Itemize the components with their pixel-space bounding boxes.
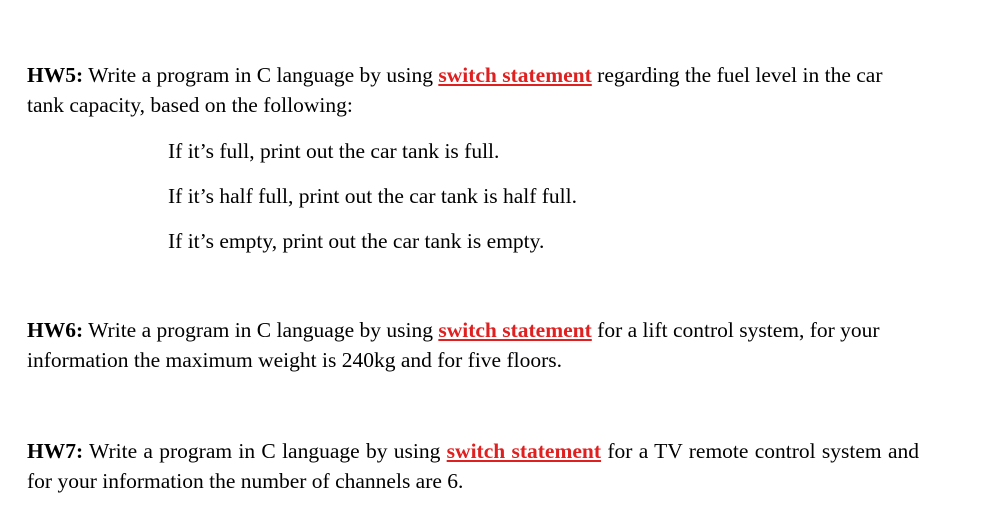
hw6-text-post: for a lift control system, for your information the maximum weight is 240kg and for five floors.: [27, 318, 880, 372]
hw5-label: HW5:: [27, 63, 84, 87]
hw5-text-pre: Write a program in C language by using: [83, 63, 439, 87]
hw7-label: HW7:: [27, 439, 84, 463]
hw7-switch-statement-highlight: switch statement: [446, 439, 602, 463]
hw5-paragraph: [27, 61, 919, 120]
hw6-text-pre: Write a program in C language by using: [83, 318, 439, 342]
hw6-switch-statement-highlight: switch statement: [438, 318, 592, 342]
hw7-text-post: for a TV remote control system and for your information the number of channels are 6.: [27, 439, 919, 493]
hw7-text-pre: Write a program in C language by using: [83, 439, 447, 463]
hw5-condition-full: If it’s full, print out the car tank is full.: [168, 139, 500, 163]
hw7-paragraph: [27, 437, 919, 496]
hw6-label: HW6:: [27, 318, 84, 342]
hw6-paragraph: [27, 316, 919, 375]
hw5-text-post: regarding the fuel level in the car tank capacity, based on the following:: [27, 63, 883, 117]
hw5-condition-empty: If it’s empty, print out the car tank is empty.: [168, 229, 545, 253]
hw5-switch-statement-highlight: switch statement: [438, 63, 592, 87]
hw5-condition-half-full: If it’s half full, print out the car tank is half full.: [168, 184, 577, 208]
